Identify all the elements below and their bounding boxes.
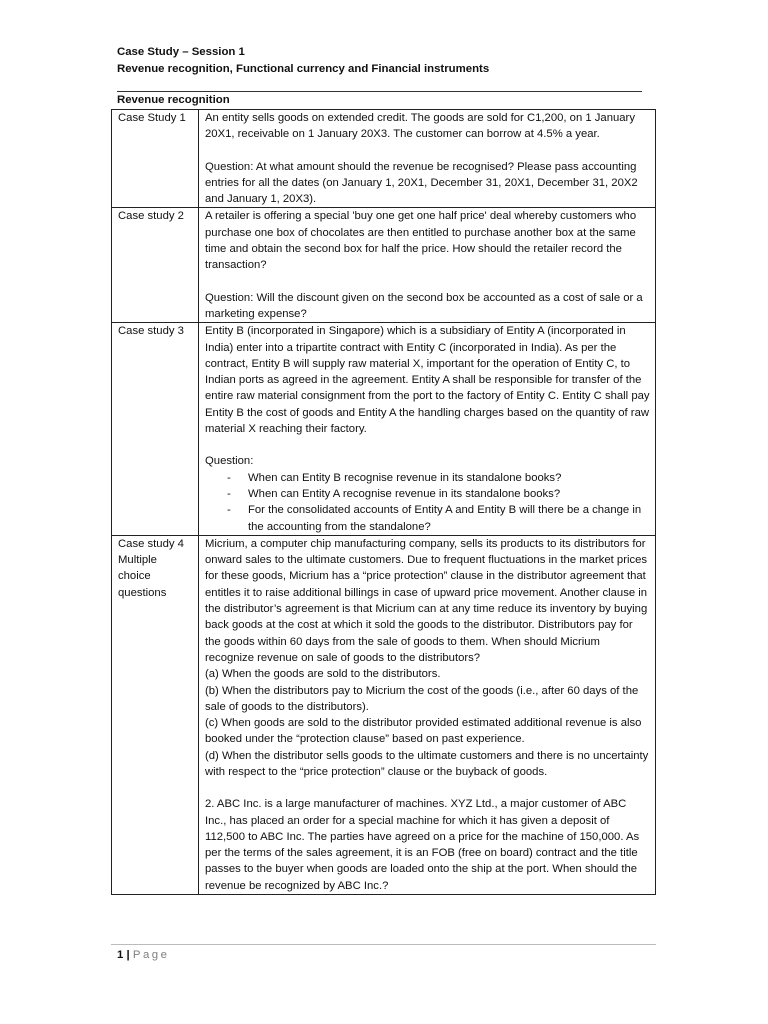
case-question: Question: <box>205 455 254 468</box>
answer-option: (d) When the distributor sells goods to the ultimate customers and there is no uncertainty with respect to the “price protection” clause or the buyback of goods. <box>205 749 649 778</box>
case-paragraph: A retailer is offering a special 'buy one get one half price' deal whereby customers who purchase one box of chocolates are then entitled to purchase another box at the same time and obtain the second box for half the price. How should the retailer record the transaction? <box>205 210 637 272</box>
table-row <box>112 535 656 894</box>
document-title: Case Study – Session 1 <box>117 46 245 58</box>
case-content <box>199 110 656 208</box>
case-question: 2. ABC Inc. is a large manufacturer of machines. XYZ Ltd., a major customer of ABC Inc., has placed an order for a special machine for which it has given a deposit of 112,500 to ABC Inc. The parties have agreed on a price for the machine of 150,000. As per the terms of the sales agreement, it is an FOB (free on board) contract and the title passes to the buyer when goods are loaded onto the ship at the port. When should the revenue be recognized by ABC Inc.? <box>205 798 640 892</box>
case-study-table <box>111 109 656 895</box>
case-question: Micrium, a computer chip manufacturing company, sells its products to its distributors for onward sales to the ultimate customers. Due to frequent fluctuations in the market prices for these goods, Micrium has a “price protection” clause in the distributor agreement that entitles it to raise additional billings in case of upward price movement. Another clause in the distributor’s agreement is that Micrium can at any time reduce its inventory by buying back goods at the cost at which it sold the goods to the distributor. Distributors pay for the goods within 60 days from the sale of goods to them. When should Micrium recognize revenue on sale of goods to the distributors? <box>205 537 648 664</box>
answer-option: (b) When the distributors pay to Micrium the cost of the goods (i.e., after 60 days of the sale of goods to the distributors). <box>205 684 639 713</box>
page-footer <box>117 947 169 963</box>
question-list <box>205 470 650 535</box>
case-content <box>199 535 656 894</box>
section-title: Revenue recognition <box>117 94 230 106</box>
page-number: 1 <box>117 949 124 961</box>
answer-option: (c) When goods are sold to the distributor provided estimated additional revenue is also booked under the “protection clause” based on past experience. <box>205 717 642 746</box>
case-paragraph: Entity B (incorporated in Singapore) which is a subsidiary of Entity A (incorporated in India) enter into a tripartite contract with Entity C (incorporated in India). As per the contract, Entity B will supply raw material X, important for the operation of Entity C, to Indian ports as agreed in the agreement. Entity A shall be responsible for transfer of the entire raw material consignment from the port to the factory of Entity C. Entity C shall pay Entity B the cost of goods and Entity A the handling charges based on the quantity of raw material X reaching their factory. <box>205 325 650 436</box>
header-divider <box>117 91 642 92</box>
case-question: Question: Will the discount given on the second box be accounted as a cost of sale or a marketing expense? <box>205 291 643 320</box>
footer-separator: | <box>126 949 130 961</box>
answer-option: (a) When the goods are sold to the distributors. <box>205 668 441 681</box>
case-content <box>199 323 656 536</box>
case-question: Question: At what amount should the revenue be recognised? Please pass accounting entries for all the dates (on January 1, 20X1, December 31, 20X1, December 31, 20X2 and January 1, 20X3). <box>205 160 638 206</box>
list-item: - When can Entity B recognise revenue in its standalone books? <box>205 470 650 486</box>
table-row <box>112 110 656 208</box>
case-label: Case Study 1 <box>112 110 199 208</box>
page-label: Page <box>132 949 170 961</box>
list-item: - When can Entity A recognise revenue in its standalone books? <box>205 486 650 502</box>
table-row <box>112 323 656 536</box>
case-content <box>199 208 656 323</box>
case-label: Case study 4 Multiple choice questions <box>112 535 199 894</box>
footer-divider <box>111 944 656 945</box>
case-paragraph: An entity sells goods on extended credit. The goods are sold for C1,200, on 1 January 20X1, receivable on 1 January 20X3. The customer can borrow at 4.5% a year. <box>205 112 635 141</box>
list-item: - For the consolidated accounts of Entity A and Entity B will there be a change in the accounting from the standalone? <box>205 502 650 535</box>
document-subtitle: Revenue recognition, Functional currency and Financial instruments <box>117 63 490 75</box>
case-label: Case study 2 <box>112 208 199 323</box>
case-label: Case study 3 <box>112 323 199 536</box>
table-row <box>112 208 656 323</box>
